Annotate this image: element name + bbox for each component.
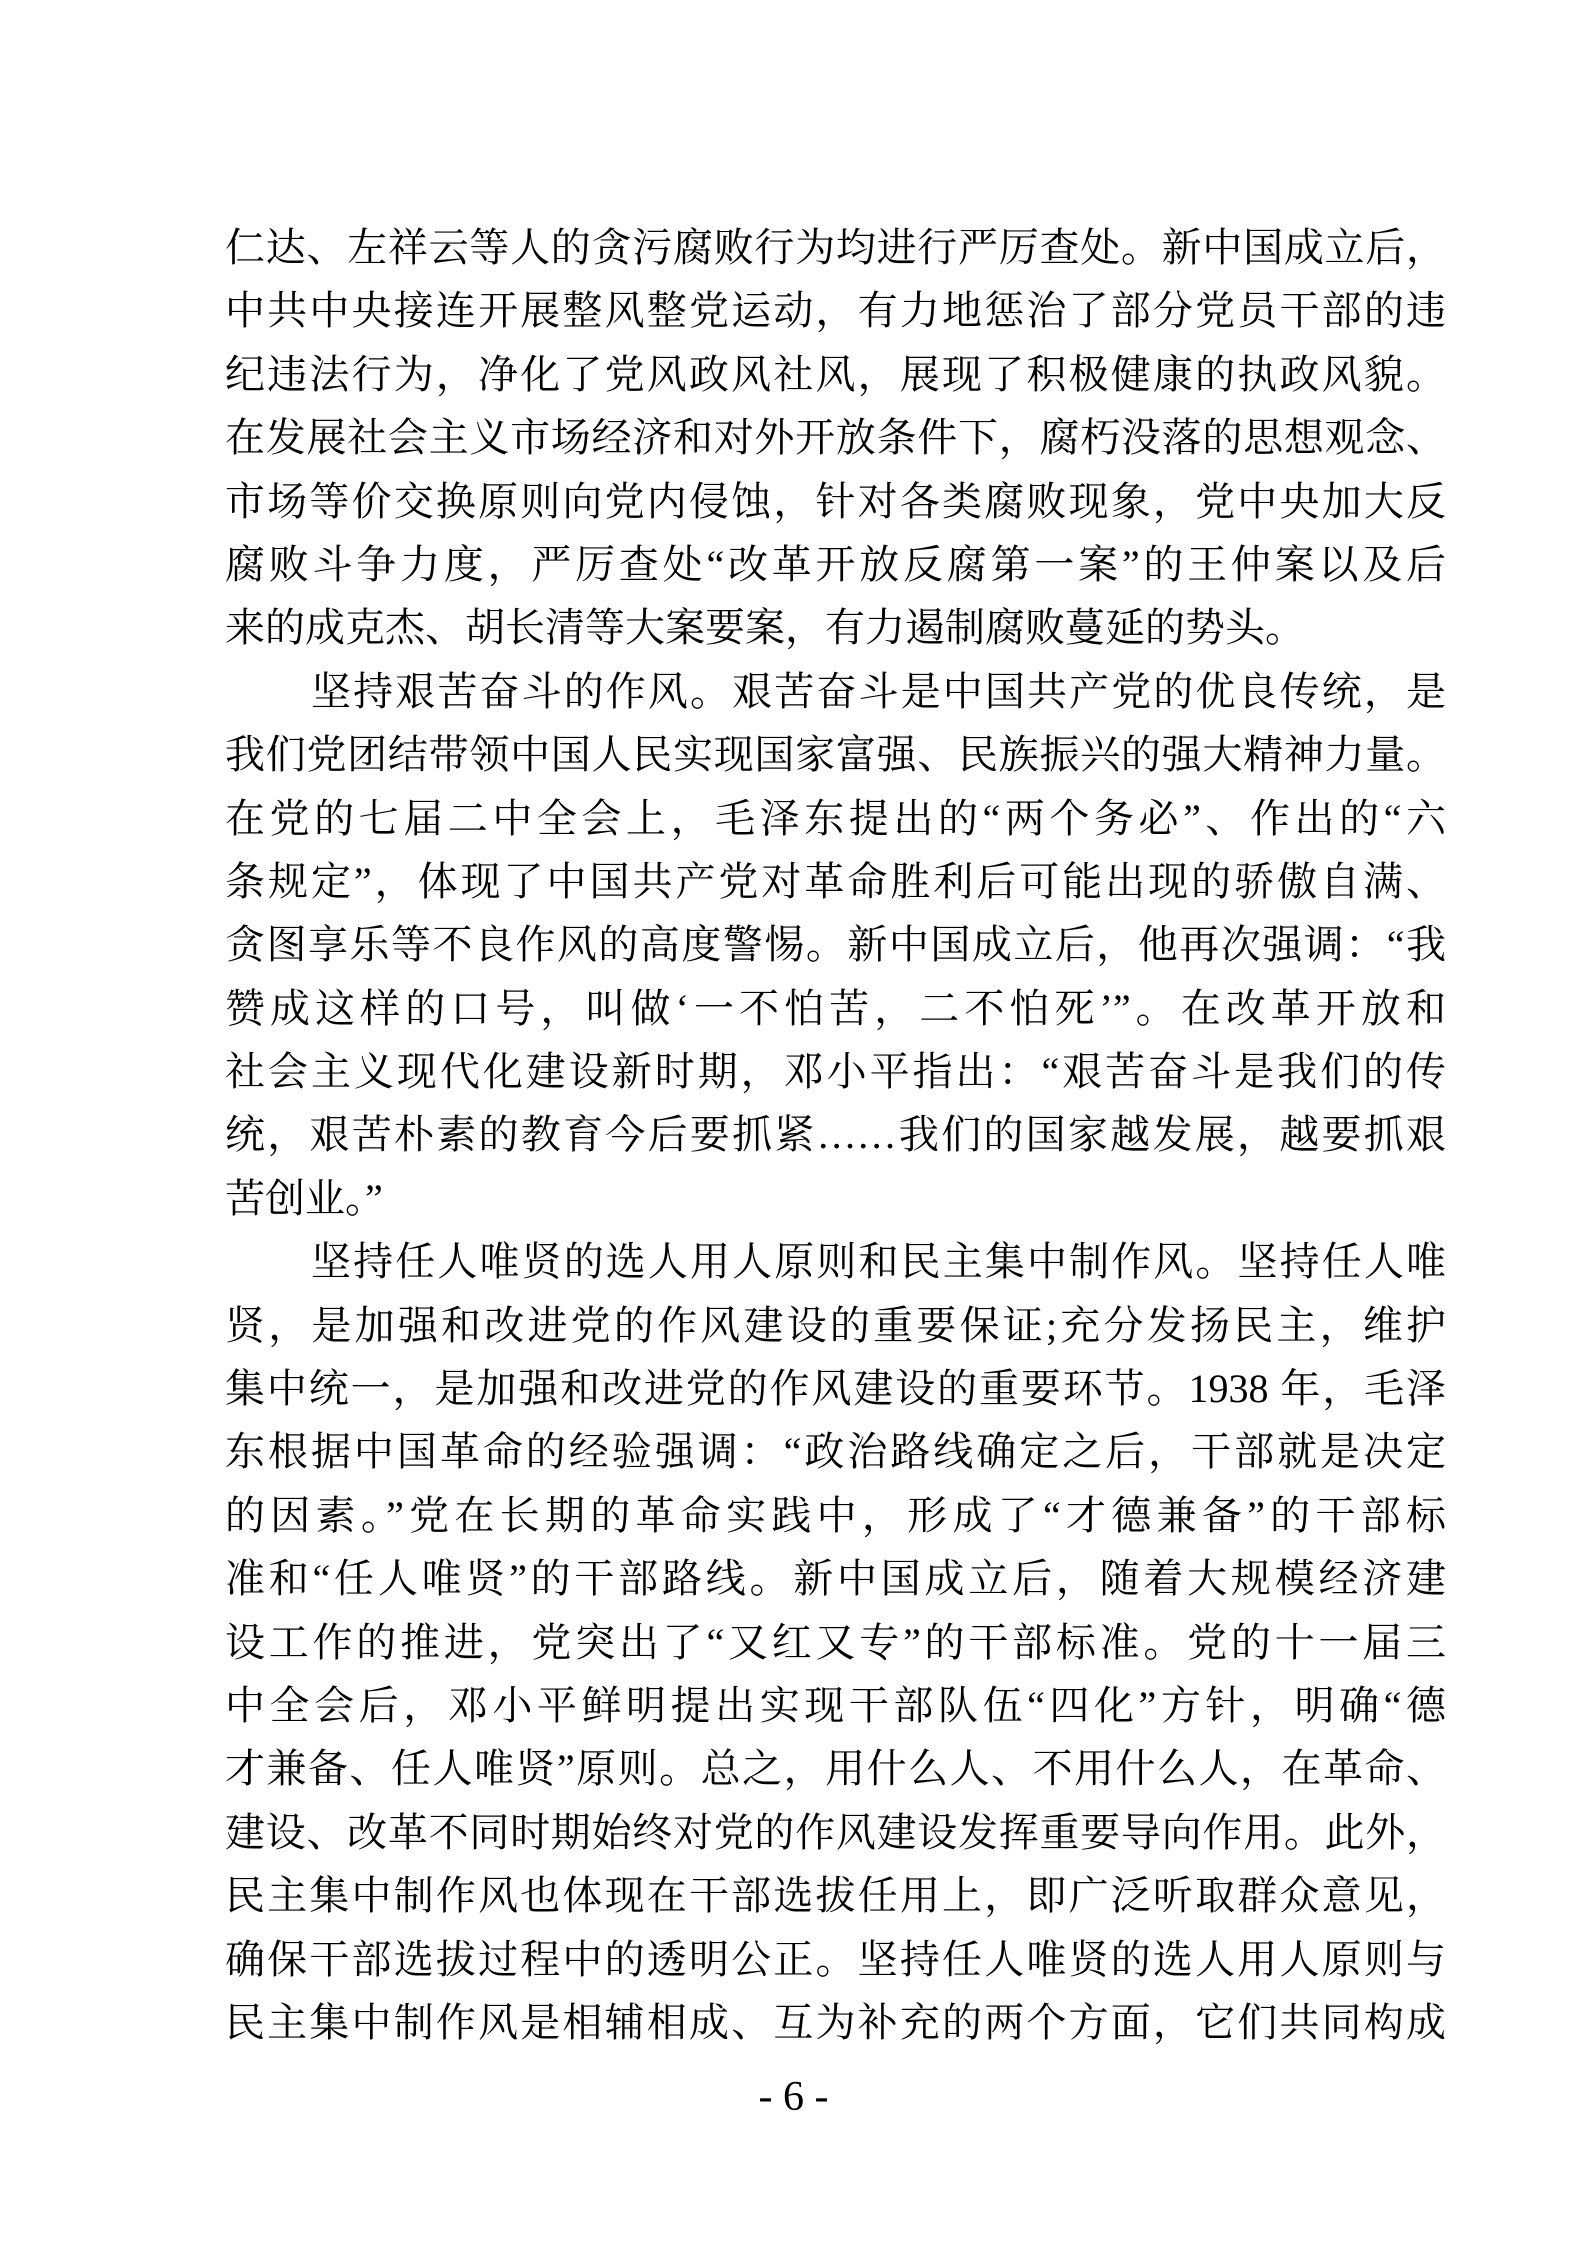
text-line: 腐败斗争力度，严厉查处“改革开放反腐第一案”的王仲案以及后 — [225, 541, 1446, 587]
text-line: 在发展社会主义市场经济和对外开放条件下，腐朽没落的思想观念、 — [225, 415, 1446, 461]
text-line: 东根据中国革命的经验强调：“政治路线确定之后，干部就是决定 — [225, 1429, 1446, 1475]
text-line: 来的成克杰、胡长清等大案要案，有力遏制腐败蔓延的势头。 — [225, 605, 1305, 651]
text-line: 民主集中制作风是相辅相成、互为补充的两个方面，它们共同构成 — [225, 1999, 1446, 2045]
text-line: 民主集中制作风也体现在干部选拔任用上，即广泛听取群众意见， — [225, 1873, 1446, 1919]
text-line: 赞成这样的口号，叫做‘一不怕苦，二不怕死’”。在改革开放和 — [225, 985, 1446, 1031]
text-line: 纪违法行为，净化了党风政风社风，展现了积极健康的执政风貌。 — [225, 351, 1446, 397]
text-line: 市场等价交换原则向党内侵蚀，针对各类腐败现象，党中央加大反 — [225, 478, 1446, 524]
text-line: 中全会后，邓小平鲜明提出实现干部队伍“四化”方针，明确“德 — [225, 1682, 1446, 1728]
text-line: 苦创业。” — [225, 1175, 383, 1221]
text-line: 确保干部选拔过程中的透明公正。坚持任人唯贤的选人用人原则与 — [225, 1936, 1446, 1982]
text-line: 条规定”，体现了中国共产党对革命胜利后可能出现的骄傲自满、 — [225, 858, 1446, 904]
text-line: 统，艰苦朴素的教育今后要抓紧……我们的国家越发展，越要抓艰 — [225, 1112, 1446, 1158]
text-line: 我们党团结带领中国人民实现国家富强、民族振兴的强大精神力量。 — [225, 732, 1446, 778]
text-line: 坚持艰苦奋斗的作风。艰苦奋斗是中国共产党的优良传统，是 — [311, 668, 1446, 714]
text-line: 准和“任人唯贤”的干部路线。新中国成立后，随着大规模经济建 — [225, 1556, 1446, 1602]
text-line: 社会主义现代化建设新时期，邓小平指出：“艰苦奋斗是我们的传 — [225, 1049, 1446, 1095]
text-line: 设工作的推进，党突出了“又红又专”的干部标准。党的十一届三 — [225, 1619, 1446, 1665]
text-line: 仁达、左祥云等人的贪污腐败行为均进行严厉查处。新中国成立后， — [225, 225, 1446, 270]
text-line: 坚持任人唯贤的选人用人原则和民主集中制作风。坚持任人唯 — [311, 1239, 1446, 1285]
body-text — [225, 216, 1446, 2054]
text-line: 贪图享乐等不良作风的高度警惕。新中国成立后，他再次强调：“我 — [225, 922, 1446, 968]
text-line: 中共中央接连开展整风整党运动，有力地惩治了部分党员干部的违 — [225, 288, 1446, 334]
text-line: 的因素。”党在长期的革命实践中，形成了“才德兼备”的干部标 — [225, 1492, 1446, 1538]
page-number: - 6 - — [758, 2074, 829, 2120]
text-line: 集中统一，是加强和改进党的作风建设的重要环节。1938 年，毛泽 — [225, 1366, 1446, 1412]
text-line: 才兼备、任人唯贤”原则。总之，用什么人、不用什么人，在革命、 — [225, 1746, 1446, 1792]
text-line: 建设、改革不同时期始终对党的作风建设发挥重要导向作用。此外， — [225, 1809, 1446, 1855]
text-line: 贤，是加强和改进党的作风建设的重要保证;充分发扬民主，维护 — [225, 1302, 1446, 1348]
text-line: 在党的七届二中全会上，毛泽东提出的“两个务必”、作出的“六 — [225, 795, 1446, 841]
